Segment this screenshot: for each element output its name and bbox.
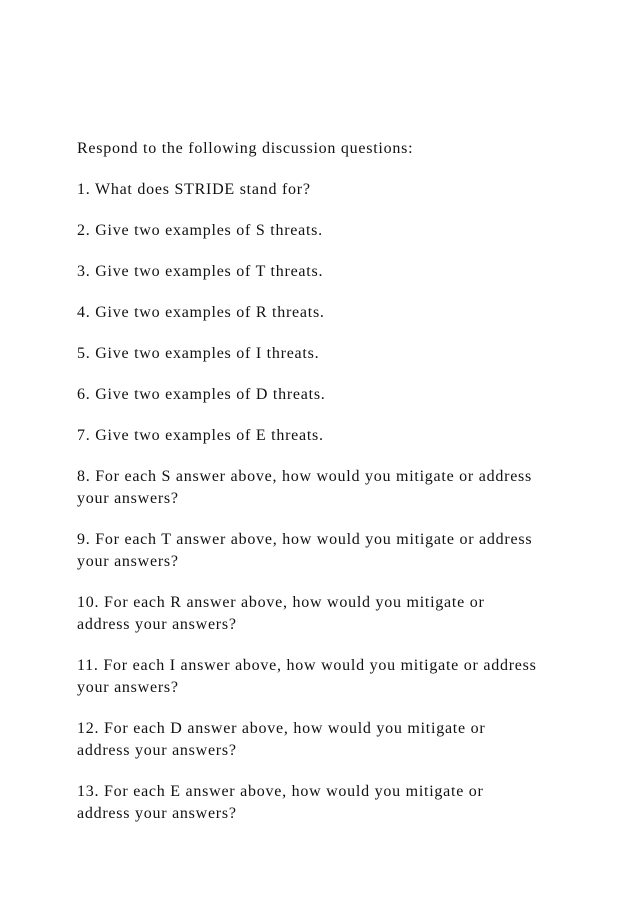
- document-body: [77, 138, 577, 844]
- question-line: 9. For each T answer above, how would you mitigate or address: [77, 531, 533, 548]
- question-line: 2. Give two examples of S threats.: [77, 222, 323, 239]
- question-line: 12. For each D answer above, how would you mitigate or: [77, 720, 486, 737]
- question-12: [77, 718, 577, 762]
- question-line: address your answers?: [77, 616, 237, 633]
- question-1: [77, 179, 577, 201]
- question-line: 13. For each E answer above, how would you mitigate or: [77, 783, 484, 800]
- question-line: 1. What does STRIDE stand for?: [77, 181, 311, 198]
- question-line: your answers?: [77, 490, 179, 507]
- question-13: [77, 781, 577, 825]
- question-line: your answers?: [77, 553, 179, 570]
- question-line: your answers?: [77, 679, 179, 696]
- question-11: [77, 655, 577, 699]
- question-line: 4. Give two examples of R threats.: [77, 304, 325, 321]
- question-line: address your answers?: [77, 805, 237, 822]
- question-5: [77, 343, 577, 365]
- question-4: [77, 302, 577, 324]
- question-9: [77, 529, 577, 573]
- question-3: [77, 261, 577, 283]
- question-line: 6. Give two examples of D threats.: [77, 386, 326, 403]
- question-7: [77, 425, 577, 447]
- question-6: [77, 384, 577, 406]
- question-line: 5. Give two examples of I threats.: [77, 345, 320, 362]
- question-line: 3. Give two examples of T threats.: [77, 263, 324, 280]
- question-line: 8. For each S answer above, how would you mitigate or address: [77, 468, 532, 485]
- question-8: [77, 466, 577, 510]
- question-10: [77, 592, 577, 636]
- intro-text: Respond to the following discussion questions:: [77, 140, 414, 157]
- question-2: [77, 220, 577, 242]
- question-line: 7. Give two examples of E threats.: [77, 427, 324, 444]
- question-line: 11. For each I answer above, how would you mitigate or address: [77, 657, 537, 674]
- question-line: address your answers?: [77, 742, 237, 759]
- question-line: 10. For each R answer above, how would you mitigate or: [77, 594, 485, 611]
